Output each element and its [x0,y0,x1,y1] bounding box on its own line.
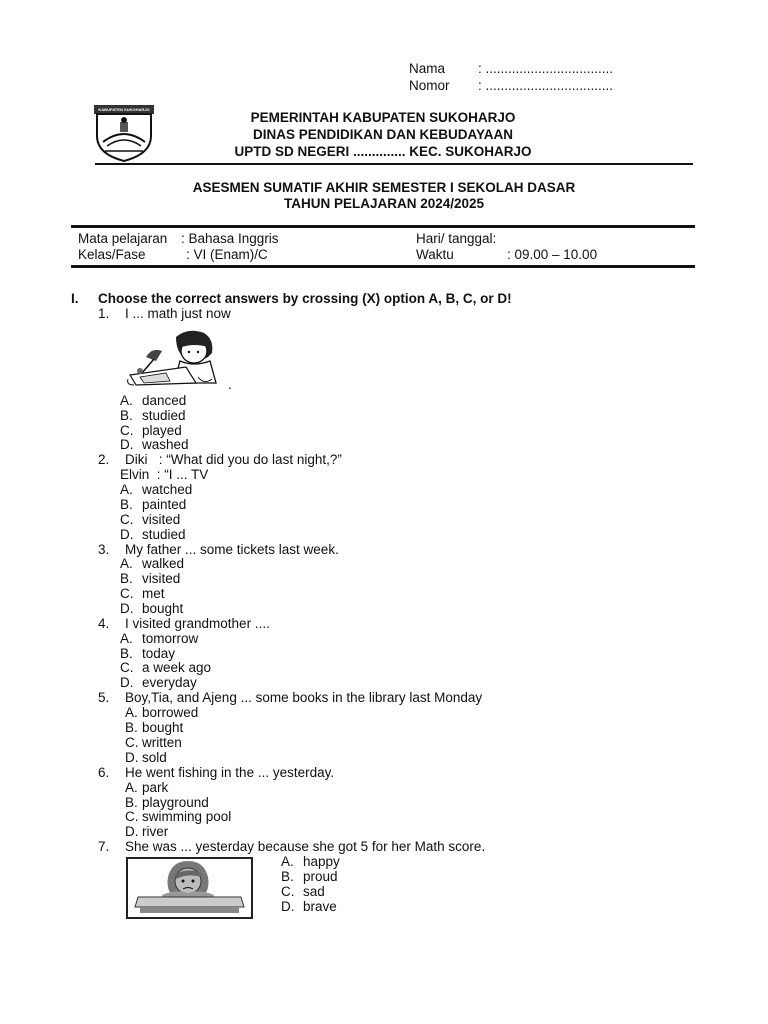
q1-option-c-letter[interactable]: C. [120,423,134,438]
question-2-text: Diki : “What did you do last night,?” [125,452,342,467]
header-line-3: UPTD SD NEGERI .............. KEC. SUKOHARJO [234,144,532,159]
exam-title-1: ASESMEN SUMATIF AKHIR SEMESTER I SEKOLAH DASAR [192,180,576,195]
q3-option-b[interactable]: visited [142,571,181,586]
exam-title-2: TAHUN PELAJARAN 2024/2025 [283,196,485,211]
q7-option-b[interactable]: proud [303,869,338,884]
q6-option-c[interactable]: swimming pool [142,809,232,824]
question-1-text: I ... math just now [125,306,231,321]
q2-option-d-letter[interactable]: D. [120,527,134,542]
q2-option-a-letter[interactable]: A. [120,482,133,497]
question-4-text: I visited grandmother .... [125,616,270,631]
logo-text: KABUPATEN SUKOHARJO [98,107,150,112]
q3-option-c-letter[interactable]: C. [120,586,134,601]
boy-studying-illustration [126,327,218,387]
section-instruction: Choose the correct answers by crossing (X) option A, B, C, or D! [98,291,512,306]
question-7-text: She was ... yesterday because she got 5 for her Math score. [125,839,486,854]
q5-option-a-letter[interactable]: A. [125,705,138,720]
number-field[interactable]: : .................................. [478,78,614,93]
time-value: : 09.00 – 10.00 [507,247,598,262]
q5-option-b-letter[interactable]: B. [125,720,138,735]
q4-option-b-letter[interactable]: B. [120,646,133,661]
q1-option-a-letter[interactable]: A. [120,393,133,408]
question-1-number: 1. [98,306,110,321]
q6-option-a-letter[interactable]: A. [125,780,138,795]
q4-option-b[interactable]: today [142,646,176,661]
section-number: I. [71,291,79,306]
q7-option-c[interactable]: sad [303,884,325,899]
name-label: Nama [409,61,446,76]
q3-option-a[interactable]: walked [142,556,185,571]
class-label: Kelas/Fase [78,247,146,262]
time-label: Waktu [416,247,454,262]
q2-option-b-letter[interactable]: B. [120,497,133,512]
q3-option-c[interactable]: met [142,586,165,601]
q6-option-c-letter[interactable]: C. [125,809,139,824]
day-label: Hari/ tanggal: [416,231,497,246]
info-top-divider [71,225,695,228]
q1-option-b[interactable]: studied [142,408,186,423]
q6-option-b-letter[interactable]: B. [125,795,138,810]
question-7-number: 7. [98,839,110,854]
q6-option-b[interactable]: playground [142,795,209,810]
header-line-2: DINAS PENDIDIKAN DAN KEBUDAYAAN [252,127,514,142]
q4-option-a[interactable]: tomorrow [142,631,199,646]
q6-option-d[interactable]: river [142,824,169,839]
q7-option-d-letter[interactable]: D. [281,899,295,914]
q2-option-a[interactable]: watched [142,482,193,497]
header-divider [95,163,693,165]
q4-option-c[interactable]: a week ago [142,660,212,675]
q2-option-c[interactable]: visited [142,512,181,527]
q2-option-d[interactable]: studied [142,527,186,542]
q3-option-b-letter[interactable]: B. [120,571,133,586]
question-3-text: My father ... some tickets last week. [125,542,339,557]
q4-option-a-letter[interactable]: A. [120,631,133,646]
q1-option-c[interactable]: played [142,423,182,438]
q6-option-d-letter[interactable]: D. [125,824,139,839]
q1-option-a[interactable]: danced [142,393,187,408]
q5-option-c-letter[interactable]: C. [125,735,139,750]
question-1-dot: . [228,377,232,392]
question-3-number: 3. [98,542,110,557]
question-5-text: Boy,Tia, and Ajeng ... some books in the library last Monday [125,690,483,705]
q7-option-a[interactable]: happy [303,854,340,869]
q7-option-d[interactable]: brave [303,899,337,914]
q7-option-b-letter[interactable]: B. [281,869,294,884]
class-value: : VI (Enam)/C [186,247,268,262]
question-2-number: 2. [98,452,110,467]
q6-option-a[interactable]: park [142,780,169,795]
q1-option-d-letter[interactable]: D. [120,437,134,452]
number-label: Nomor [409,78,450,93]
question-4-number: 4. [98,616,110,631]
q3-option-a-letter[interactable]: A. [120,556,133,571]
question-6-number: 6. [98,765,110,780]
question-5-number: 5. [98,690,110,705]
q4-option-d[interactable]: everyday [142,675,197,690]
sad-girl-illustration [126,857,253,919]
q2-option-c-letter[interactable]: C. [120,512,134,527]
q4-option-c-letter[interactable]: C. [120,660,134,675]
q5-option-d[interactable]: sold [142,750,167,765]
q7-option-c-letter[interactable]: C. [281,884,295,899]
name-field[interactable]: : .................................. [478,61,614,76]
q3-option-d-letter[interactable]: D. [120,601,134,616]
question-2-text-2: Elvin : “I ... TV [120,467,209,482]
subject-value: : Bahasa Inggris [181,231,279,246]
q4-option-d-letter[interactable]: D. [120,675,134,690]
q5-option-b[interactable]: bought [142,720,184,735]
q7-option-a-letter[interactable]: A. [281,854,294,869]
header-line-1: PEMERINTAH KABUPATEN SUKOHARJO [250,110,516,125]
question-6-text: He went fishing in the ... yesterday. [125,765,335,780]
q1-option-b-letter[interactable]: B. [120,408,133,423]
q5-option-d-letter[interactable]: D. [125,750,139,765]
q3-option-d[interactable]: bought [142,601,184,616]
q5-option-a[interactable]: borrowed [142,705,199,720]
subject-label: Mata pelajaran [78,231,168,246]
q5-option-c[interactable]: written [142,735,182,750]
q1-option-d[interactable]: washed [142,437,189,452]
q2-option-b[interactable]: painted [142,497,187,512]
info-bottom-divider [71,265,695,268]
